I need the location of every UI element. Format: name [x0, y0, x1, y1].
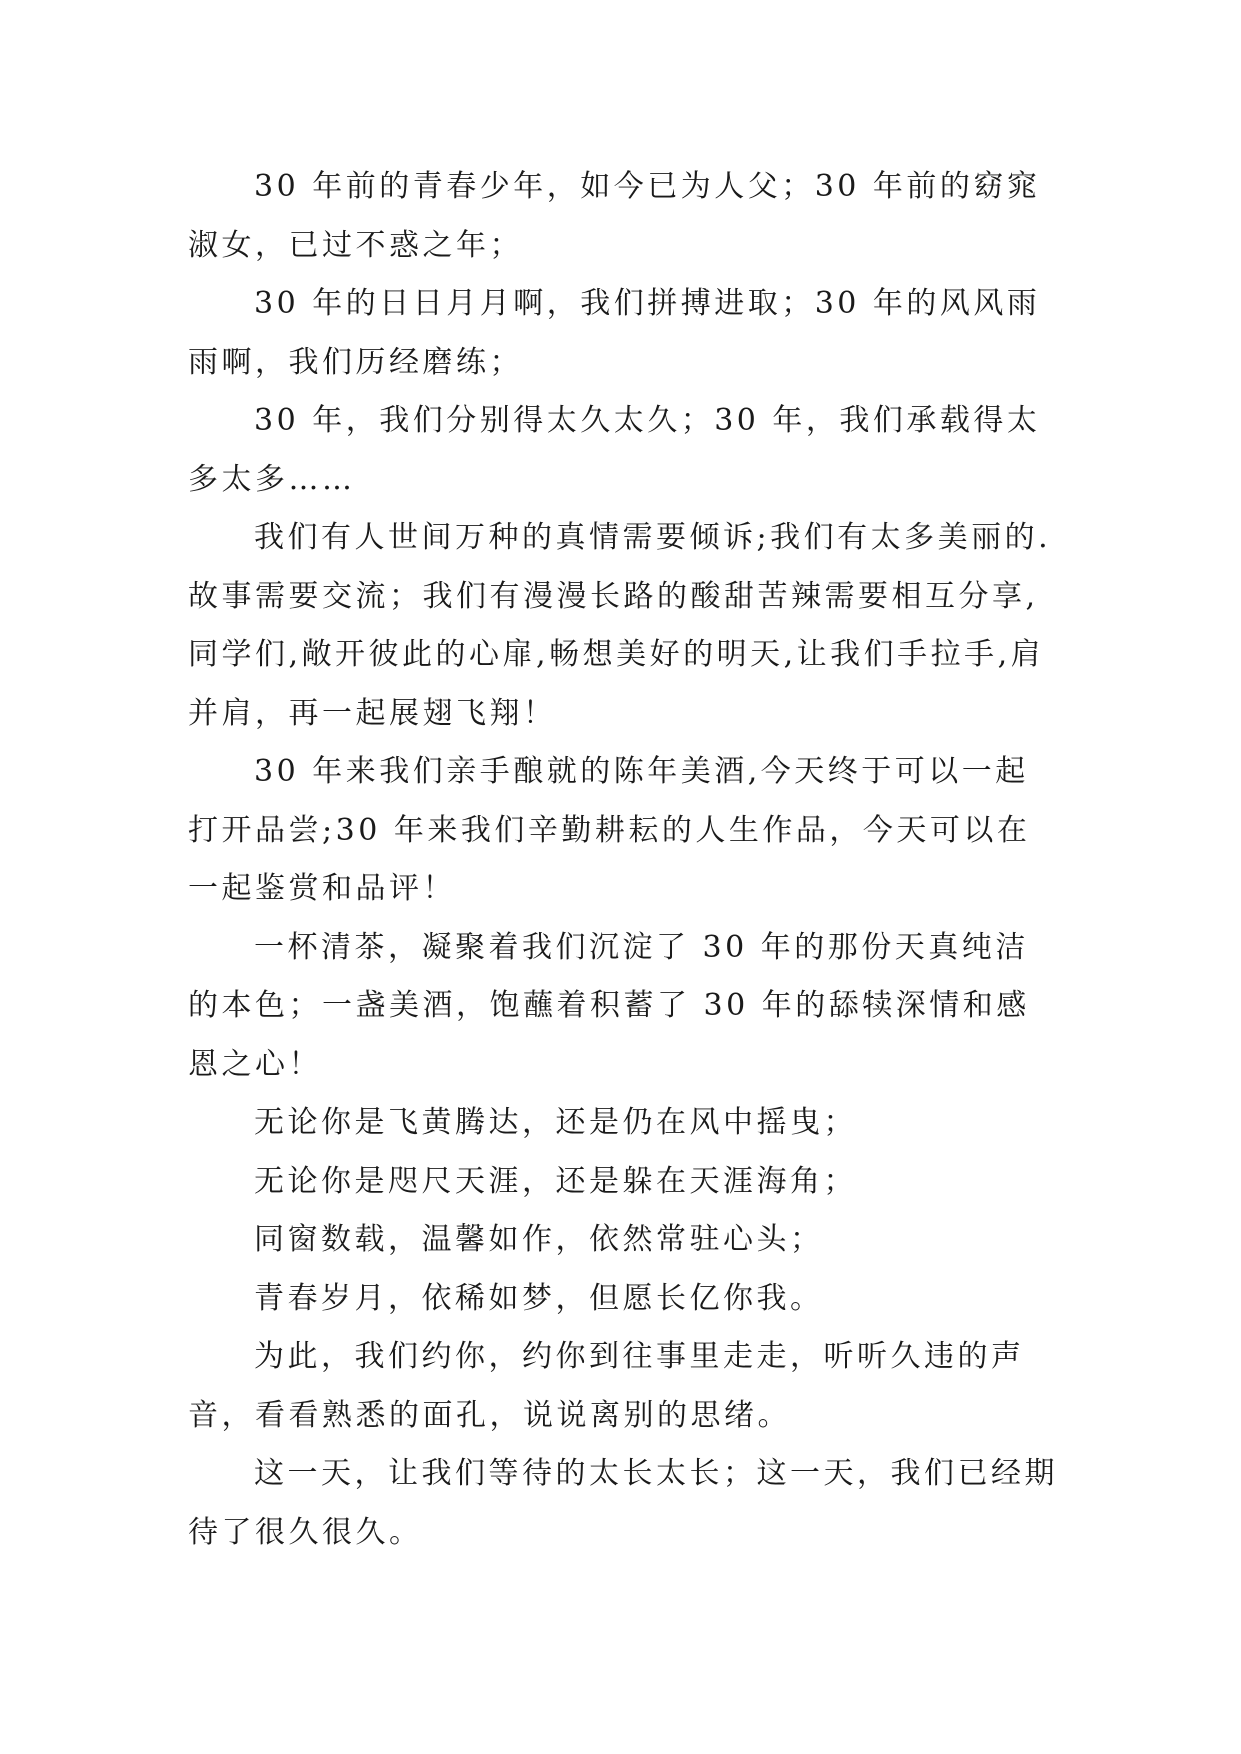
- paragraph: 为此，我们约你，约你到往事里走走，听听久违的声音，看看熟悉的面孔，说说离别的思绪。: [188, 1339, 1025, 1433]
- paragraph: 30 年的日日月月啊，我们拼搏进取；30 年的风风雨雨啊，我们历经磨练；: [188, 286, 1041, 380]
- paragraph: 一杯清茶，凝聚着我们沉淀了 30 年的那份天真纯洁的本色；一盏美酒，饱蘸着积蓄了 30 年的舔犊深情和感恩之心！: [188, 929, 1030, 1082]
- paragraph: 无论你是飞黄腾达，还是仍在风中摇曳；: [254, 1105, 857, 1140]
- paragraph: 这一天，让我们等待的太长太长；这一天，我们已经期待了很久很久。: [188, 1456, 1058, 1550]
- paragraph: 我们有人世间万种的真情需要倾诉;我们有太多美丽的.故事需要交流；我们有漫漫长路的酸甜苦辣需要相互分享,同学们,敞开彼此的心扉,畅想美好的明天,让我们手拉手,肩并肩，再一起展翅飞翔！: [188, 520, 1052, 731]
- paragraph: 青春岁月，依稀如梦，但愿长亿你我。: [254, 1280, 824, 1316]
- paragraph: 同窗数载，温馨如作，依然常驻心头；: [254, 1222, 824, 1257]
- paragraph: 30 年来我们亲手酿就的陈年美酒,今天终于可以一起打开品尝;30 年来我们辛勤耕耘的人生作品，今天可以在一起鉴赏和品评！: [188, 754, 1031, 906]
- document-body: [188, 158, 1058, 1562]
- paragraph: 无论你是咫尺天涯，还是躲在天涯海角；: [254, 1163, 857, 1199]
- paragraph: 30 年，我们分别得太久太久；30 年，我们承载得太多太多……: [188, 403, 1041, 497]
- paragraph: 30 年前的青春少年，如今已为人父；30 年前的窈窕淑女，已过不惑之年；: [188, 169, 1041, 263]
